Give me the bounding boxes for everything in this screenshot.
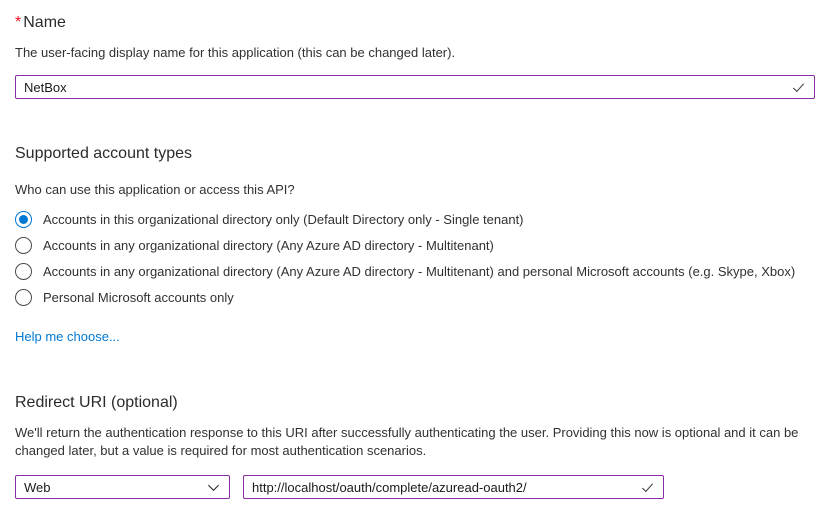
app-registration-form [0,12,829,499]
chevron-down-icon [206,480,221,495]
name-input[interactable] [24,80,785,95]
account-types-radio-group [15,206,815,310]
uri-valid-check-icon [640,480,655,495]
name-section-title [15,12,815,33]
radio-button-icon[interactable] [15,289,32,306]
radio-option-label: Accounts in any organizational directory (Any Azure AD directory - Multitenant) and personal Microsoft accounts (e.g. Skype, Xbox) [43,263,796,279]
redirect-uri-row [15,475,815,499]
redirect-uri-description: We'll return the authentication response to this URI after successfully authenticating the user. Providing this now is optional and it can be changed later, but a value is required for most authentication scenarios. [15,425,799,458]
radio-option-personal-only[interactable] [15,284,815,310]
redirect-uri-field-box [243,475,664,499]
account-types-question: Who can use this application or access this API? [15,182,295,197]
name-valid-check-icon [791,80,806,95]
name-field-box [15,75,815,99]
help-me-choose-link[interactable]: Help me choose... [15,329,120,344]
radio-option-multitenant[interactable] [15,232,815,258]
name-description: The user-facing display name for this application (this can be changed later). [15,45,456,60]
platform-select[interactable] [15,475,230,499]
account-types-title: Supported account types [15,145,193,162]
platform-selected-value: Web [24,479,51,495]
radio-button-icon[interactable] [15,237,32,254]
redirect-uri-input[interactable] [252,480,634,495]
name-title-text: Name [23,14,66,31]
radio-button-icon[interactable] [15,211,32,228]
radio-button-icon[interactable] [15,263,32,280]
required-asterisk: * [15,14,22,31]
radio-option-single-tenant[interactable] [15,206,815,232]
radio-option-label: Accounts in any organizational directory (Any Azure AD directory - Multitenant) [43,237,494,253]
radio-option-multitenant-personal[interactable] [15,258,815,284]
radio-option-label: Personal Microsoft accounts only [43,289,234,305]
radio-option-label: Accounts in this organizational directory only (Default Directory only - Single tenant) [43,211,524,227]
redirect-uri-title: Redirect URI (optional) [15,394,178,411]
